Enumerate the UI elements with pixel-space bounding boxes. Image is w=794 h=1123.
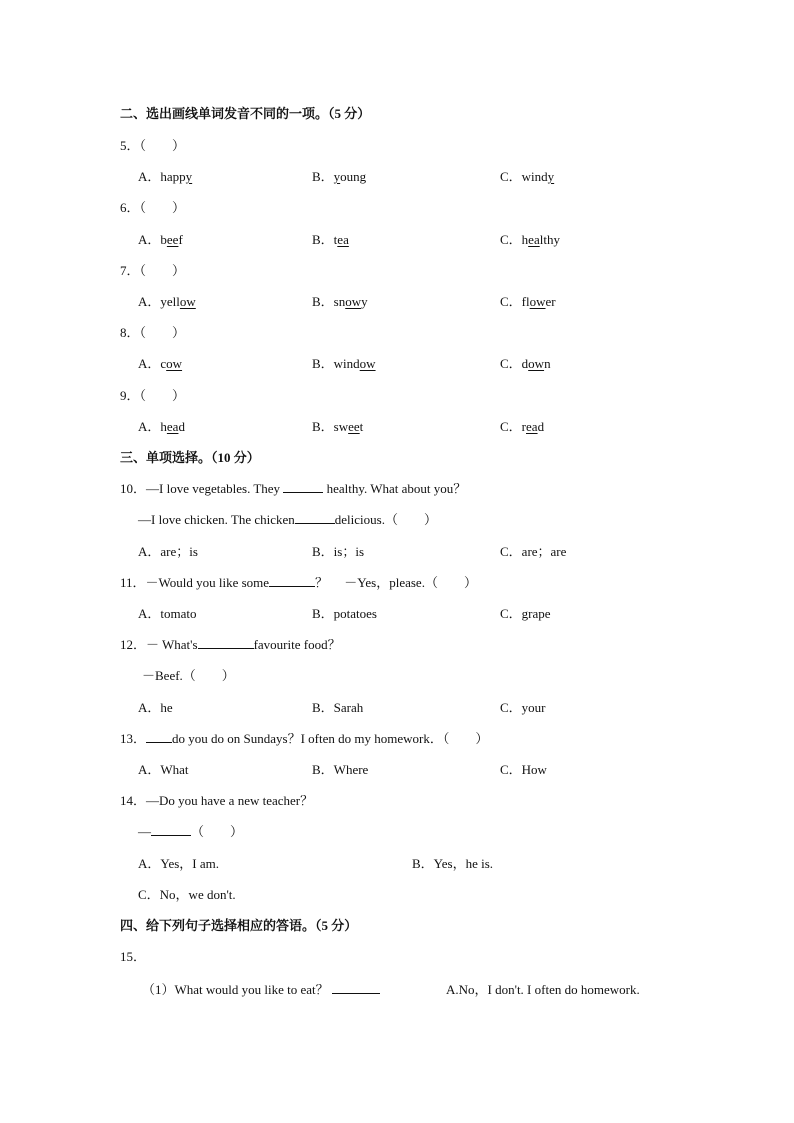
q10-option-a[interactable]: A．are；is bbox=[138, 544, 198, 559]
q15-answer-a: A.No，I don't. I often do homework. bbox=[446, 982, 640, 997]
question-10-line-2: —I love chicken. The chicken delicious.（ ） bbox=[138, 512, 437, 527]
q14-option-c[interactable]: C．No，we don't. bbox=[138, 887, 236, 902]
question-14-line-2: — （ ） bbox=[138, 824, 244, 839]
question-15-stem: 15． bbox=[120, 949, 147, 964]
q5-option-b[interactable]: B．young bbox=[312, 169, 367, 184]
q7-option-c[interactable]: C．flower bbox=[500, 294, 556, 309]
q13-option-c[interactable]: C．How bbox=[500, 762, 547, 777]
q14-option-b[interactable]: B．Yes，he is. bbox=[412, 856, 494, 871]
answer-blank[interactable] bbox=[332, 982, 380, 994]
question-7-stem: 7．（ ） bbox=[120, 263, 186, 278]
question-6-stem: 6．（ ） bbox=[120, 200, 186, 215]
question-5-stem: 5．（ ） bbox=[120, 138, 186, 153]
q9-option-c[interactable]: C．read bbox=[500, 419, 545, 434]
q6-option-b[interactable]: B．tea bbox=[312, 232, 349, 247]
q14-option-a[interactable]: A．Yes，I am. bbox=[138, 856, 220, 871]
q12-option-c[interactable]: C．your bbox=[500, 700, 546, 715]
question-8-stem: 8．（ ） bbox=[120, 325, 186, 340]
q11-option-c[interactable]: C．grape bbox=[500, 606, 551, 621]
question-9-stem: 9．（ ） bbox=[120, 388, 186, 403]
answer-blank[interactable] bbox=[198, 637, 254, 649]
q9-option-a[interactable]: A．head bbox=[138, 419, 185, 434]
answer-blank[interactable] bbox=[295, 512, 335, 524]
q7-option-b[interactable]: B．snowy bbox=[312, 294, 368, 309]
question-10-line-1: 10．—I love vegetables. They healthy. What about you？ bbox=[120, 481, 467, 496]
q10-option-c[interactable]: C．are；are bbox=[500, 544, 567, 559]
q8-option-a[interactable]: A．cow bbox=[138, 356, 183, 371]
q10-option-b[interactable]: B．is；is bbox=[312, 544, 365, 559]
answer-blank[interactable] bbox=[269, 575, 315, 587]
question-14-line-1: 14．—Do you have a new teacher？ bbox=[120, 793, 314, 808]
q8-option-b[interactable]: B．window bbox=[312, 356, 376, 371]
section-4-heading: 四、给下列句子选择相应的答语。（5 分） bbox=[120, 918, 358, 933]
answer-blank[interactable] bbox=[283, 481, 323, 493]
q8-option-c[interactable]: C．down bbox=[500, 356, 551, 371]
section-2-heading: 二、选出画线单词发音不同的一项。（5 分） bbox=[120, 106, 371, 121]
section-3-heading: 三、单项选择。（10 分） bbox=[120, 450, 260, 465]
q7-option-a[interactable]: A．yellow bbox=[138, 294, 196, 309]
q11-option-a[interactable]: A．tomato bbox=[138, 606, 197, 621]
q15-item-1: （1）What would you like to eat？ bbox=[142, 979, 380, 998]
q12-option-a[interactable]: A．he bbox=[138, 700, 173, 715]
q6-option-c[interactable]: C．healthy bbox=[500, 232, 560, 247]
answer-blank[interactable] bbox=[146, 731, 172, 743]
question-13-stem: 13． do you do on Sundays？I often do my homework．（ ） bbox=[120, 731, 489, 746]
question-11-stem: 11．－Would you like some ？ －Yes，please.（ ） bbox=[120, 575, 477, 590]
question-12-line-2: －Beef.（ ） bbox=[142, 668, 235, 683]
q13-option-a[interactable]: A．What bbox=[138, 762, 189, 777]
q5-option-a[interactable]: A．happy bbox=[138, 169, 193, 184]
q5-option-c[interactable]: C．windy bbox=[500, 169, 555, 184]
question-12-stem: 12．－ What's favourite food？ bbox=[120, 637, 341, 652]
q9-option-b[interactable]: B．sweet bbox=[312, 419, 364, 434]
q13-option-b[interactable]: B．Where bbox=[312, 762, 369, 777]
q6-option-a[interactable]: A．beef bbox=[138, 232, 183, 247]
q12-option-b[interactable]: B．Sarah bbox=[312, 700, 364, 715]
q11-option-b[interactable]: B．potatoes bbox=[312, 606, 377, 621]
answer-blank[interactable] bbox=[151, 824, 191, 836]
